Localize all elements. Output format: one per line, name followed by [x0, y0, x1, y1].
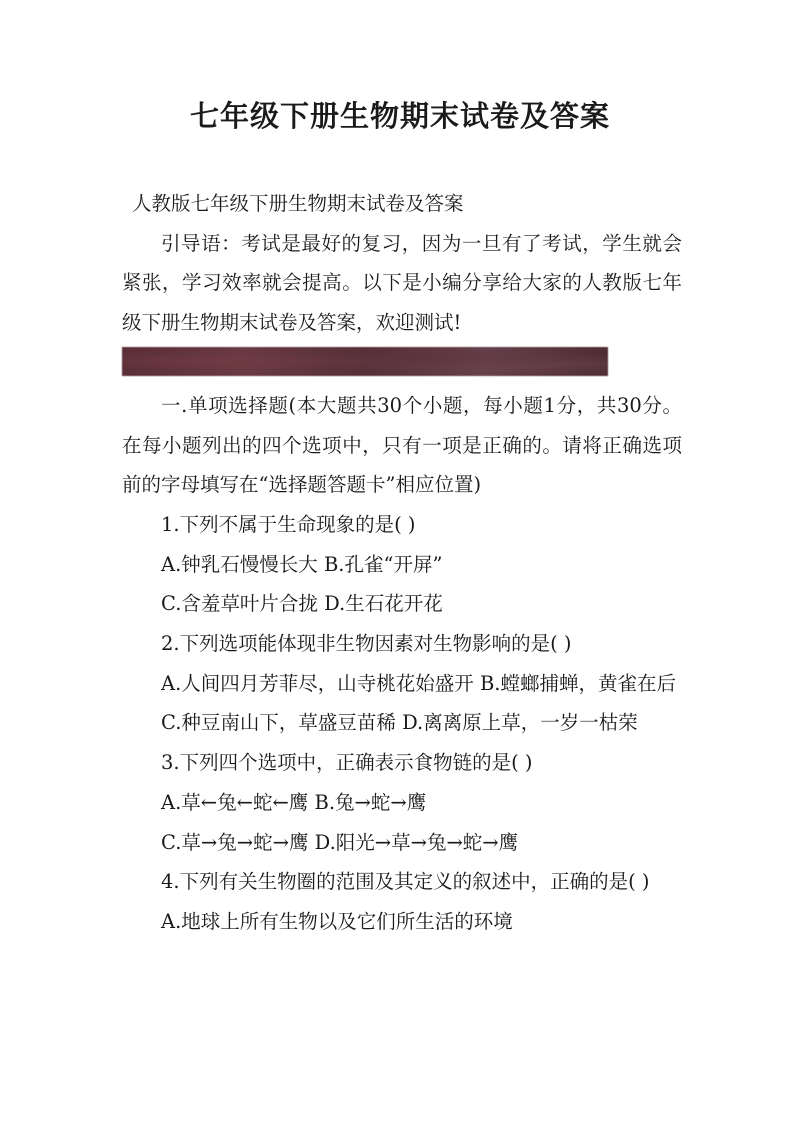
question-option: C.草→兔→蛇→鹰 D.阳光→草→兔→蛇→鹰 [161, 830, 519, 854]
question-option: A.地球上所有生物以及它们所生活的环境 [161, 909, 513, 933]
blurred-banner-image [122, 347, 608, 376]
question-option: A.草←兔←蛇←鹰 B.兔→蛇→鹰 [161, 790, 427, 814]
question-option: C.含羞草叶片合拢 D.生石花开花 [161, 592, 443, 616]
document-title: 七年级下册生物期末试卷及答案 [189, 99, 610, 133]
question-stem: 2.下列选项能体现非生物因素对生物影响的是( ) [161, 632, 572, 656]
document-body [122, 184, 682, 942]
document-subtitle: 人教版七年级下册生物期末试卷及答案 [132, 192, 464, 215]
intro-paragraph: 引导语：考试是最好的复习，因为一旦有了考试，学生就会紧张，学习效率就会提高。以下是小编分享给大家的人教版七年级下册生物期末试卷及答案，欢迎测试! [122, 231, 682, 335]
question-option: A.钟乳石慢慢长大 B.孔雀“开屏” [161, 552, 443, 576]
question-stem: 4.下列有关生物圈的范围及其定义的叙述中，正确的是( ) [161, 870, 650, 894]
section-heading: 一.单项选择题(本大题共30个小题，每小题1分，共30分。在每小题列出的四个选项中，只有一项是正确的。请将正确选项前的字母填写在“选择题答题卡”相应位置) [122, 393, 682, 497]
question-stem: 1.下列不属于生命现象的是( ) [161, 512, 416, 536]
question-option: A.人间四月芳菲尽，山寺桃花始盛开 B.螳螂捕蝉，黄雀在后 [161, 671, 677, 695]
question-stem: 3.下列四个选项中，正确表示食物链的是( ) [161, 751, 533, 775]
question-option: C.种豆南山下，草盛豆苗稀 D.离离原上草，一岁一枯荣 [161, 711, 638, 735]
